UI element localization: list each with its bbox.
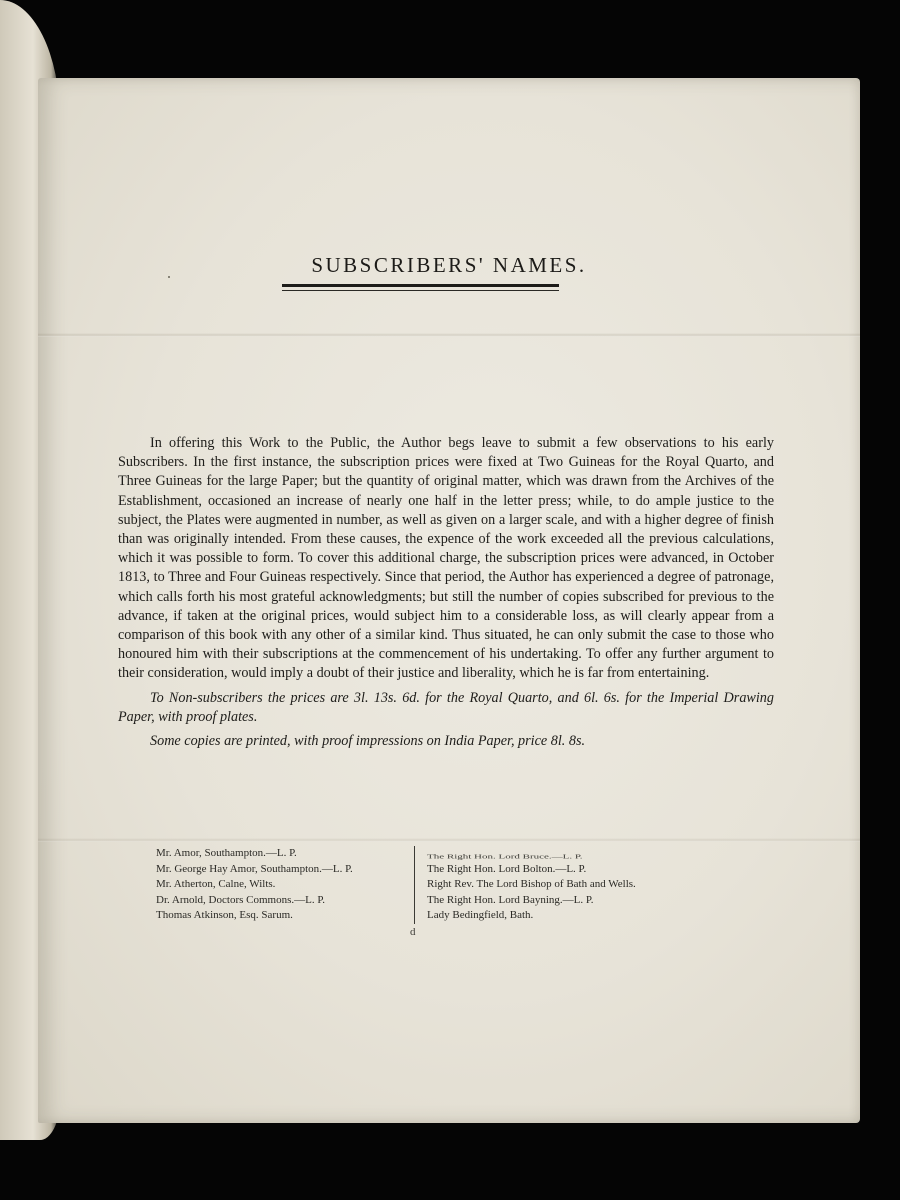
- title-thin-rule: [282, 290, 559, 291]
- subscriber-entry: Mr. Amor, Southampton.—L. P.: [156, 847, 297, 859]
- subscriber-column-right: [414, 846, 697, 924]
- subscriber-entry: Mr. Atherton, Calne, Wilts.: [156, 878, 276, 890]
- book-page: [38, 78, 860, 1123]
- signature-mark: d: [410, 926, 416, 938]
- subscriber-entry: The Right Hon. Lord Bolton.—L. P.: [427, 862, 587, 875]
- main-paragraph: In offering this Work to the Public, the Author begs leave to submit a few observations to his early Subscribers. In the first instance, the subscription prices were fixed at Two Guineas for the Royal Quarto, and Three Guineas for the large Paper; but the quantity of original matter, which was drawn from the Archives of the Establishment, occasioned an increase of nearly one half in the letter press; while, to do ample justice to the subject, the Plates were augmented in number, as well as given on a larger scale, and with a higher degree of finish than was originally intended. From these causes, the expence of the work exceeded all the previous calculations, which it was possible to form. To cover this additional charge, the subscription prices were advanced, in October 1813, to Three and Four Guineas respectively. Since that period, the Author has experienced a degree of patronage, which calls forth his most grateful acknowledgments; but still the number of copies subscribed for previous to the advance, if taken at the original prices, would subject him to a considerable loss, as will clearly appear from a comparison of this book with any other of a similar kind. Thus situated, he can only submit the case to those who honoured him with their subscriptions at the commencement of his undertaking. To offer any further argument to their consideration, would imply a doubt of their justice and liberality, which he is far from entertaining.: [118, 435, 774, 682]
- subscriber-entry: The Right Hon. Lord Bayning.—L. P.: [427, 893, 594, 906]
- title-thick-rule: [282, 284, 559, 287]
- subscriber-entry: Mr. George Hay Amor, Southampton.—L. P.: [156, 862, 353, 875]
- page-title: SUBSCRIBERS' NAMES.: [311, 253, 587, 277]
- page-fold-crease: [38, 838, 860, 842]
- subscriber-entry: Lady Bedingfield, Bath.: [427, 909, 534, 921]
- subscriber-entry: The Right Hon. Lord Bruce.—L. P.: [427, 853, 583, 861]
- india-paper-note: Some copies are printed, with proof impressions on India Paper, price 8l. 8s.: [150, 733, 586, 750]
- subscriber-entry: Dr. Arnold, Doctors Commons.—L. P.: [156, 893, 325, 906]
- subscriber-entry: Right Rev. The Lord Bishop of Bath and Wells.: [427, 878, 636, 890]
- subscriber-column-left: [156, 846, 406, 924]
- price-note: To Non-subscribers the prices are 3l. 13s. 6d. for the Royal Quarto, and 6l. 6s. for the Imperial Drawing Paper, with proof plates.: [118, 689, 774, 725]
- page-fold-crease: [38, 333, 860, 337]
- subscriber-entry: Thomas Atkinson, Esq. Sarum.: [156, 909, 293, 921]
- introductory-text: [118, 434, 774, 751]
